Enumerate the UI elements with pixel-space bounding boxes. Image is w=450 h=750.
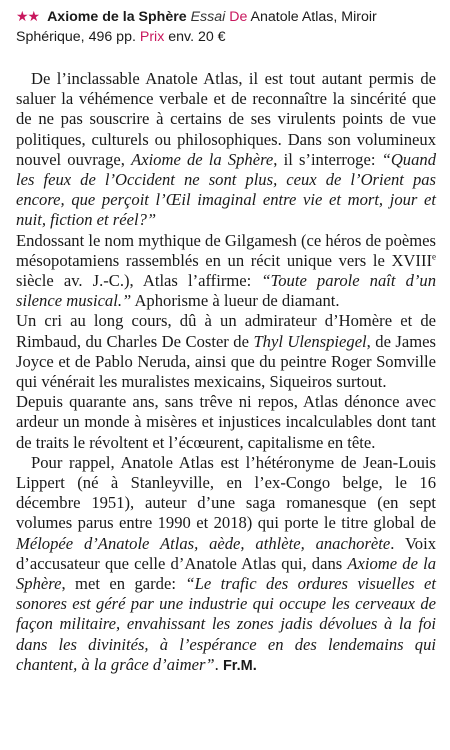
price-label: Prix	[139, 29, 165, 45]
book-title-ref: Axiome de la Sphère	[131, 149, 274, 169]
book-title: Axiome de la Sphère	[47, 9, 187, 25]
book-title-ref: Thyl Ulenspiegel	[253, 331, 367, 351]
paragraph-3-text: , de James Joyce et de Pablo Neruda, ainsi que du peintre Roger Somville qui vénérait les muralistes mexicains, Siqueiros surtout.	[16, 331, 436, 392]
paragraph-1	[16, 69, 436, 231]
quote: “Quand les feux de l’Occident ne sont plus, ceux de l’Orient pas encore, que perçoit l’Œil imaginal entre vie et mort, jour et nuit, fiction et réel?”	[16, 149, 436, 230]
book-title-ref: Axiome de la Sphère	[16, 553, 436, 594]
paragraph-5-text: Pour rappel, Anatole Atlas est l’hétéronyme de Jean-Louis Lippert (né à Stanleyville, en l’ex-Congo belge, le 16 décembre 1951), auteur d’une saga romanesque (en sept volumes parus entre 1990 et 2018) qui porte le titre global de	[16, 452, 436, 533]
paragraph-4	[16, 392, 436, 453]
paragraph-3	[16, 311, 436, 392]
author-signature: Fr.M.	[222, 657, 257, 674]
review-body	[16, 69, 436, 676]
book-title-ref: Mélopée d’Anatole Atlas, aède, athlète, anachorète	[16, 533, 391, 553]
paragraph-5-text: , met en garde:	[61, 574, 186, 594]
paragraph-5-text: . Voix d’accusateur que celle d’Anatole Atlas qui, dans	[16, 533, 437, 573]
paragraph-1-text: De l’inclassable Anatole Atlas, il est tout autant permis de saluer la véhémence verbale et de reconnaître la sincérité que de ne pas souscrire à certains de ses virulents points de vue politiques, culturels ou philosophiques. Dans son volumineux nouvel ouvrage,	[16, 69, 436, 169]
author-label: De	[229, 9, 248, 25]
paragraph-5	[16, 453, 436, 676]
review-header	[16, 6, 436, 47]
paragraph-1-text: , il s’interroge:	[273, 149, 382, 169]
book-genre: Essai	[190, 9, 226, 25]
quote: “Toute parole naît d’un silence musical.”	[16, 271, 436, 311]
paragraph-2-text: Endossant le nom mythique de Gilgamesh (ce héros de poèmes mésopotamiens rassemblés en un récit unique vers le XVIII	[16, 230, 436, 270]
book-review	[16, 6, 436, 676]
paragraph-2-text: siècle av. J.-C.), Atlas l’affirme:	[16, 271, 262, 291]
price-value: env. 20 €	[168, 29, 226, 45]
paragraph-5-text: .	[214, 654, 223, 674]
rating-stars-icon: ★★	[16, 8, 40, 24]
paragraph-3-text: Un cri au long cours, dû à un admirateur d’Homère et de Rimbaud, du Charles De Coster de	[16, 311, 436, 351]
paragraph-4-text: Depuis quarante ans, sans trêve ni repos, Atlas dénonce avec ardeur un monde à misères et injustices incalculables dont tant de traits le révoltent et l’écœurent, capitalisme en tête.	[16, 392, 436, 452]
paragraph-2	[16, 231, 436, 312]
quote: “Le trafic des ordures visuelles et sonores est géré par une industrie qui occupe les cerveaux de façon militaire, envahissant les zones jadis dévolues à la foi dans les divinités, à l’espérance en des lendemains qui chantent, à la grâce d’aimer”	[16, 574, 436, 674]
superscript: e	[432, 251, 436, 262]
author-publisher: Anatole Atlas, Miroir Sphérique, 496 pp.	[16, 9, 377, 45]
paragraph-2-text: Aphorisme à lueur de diamant.	[131, 291, 340, 311]
